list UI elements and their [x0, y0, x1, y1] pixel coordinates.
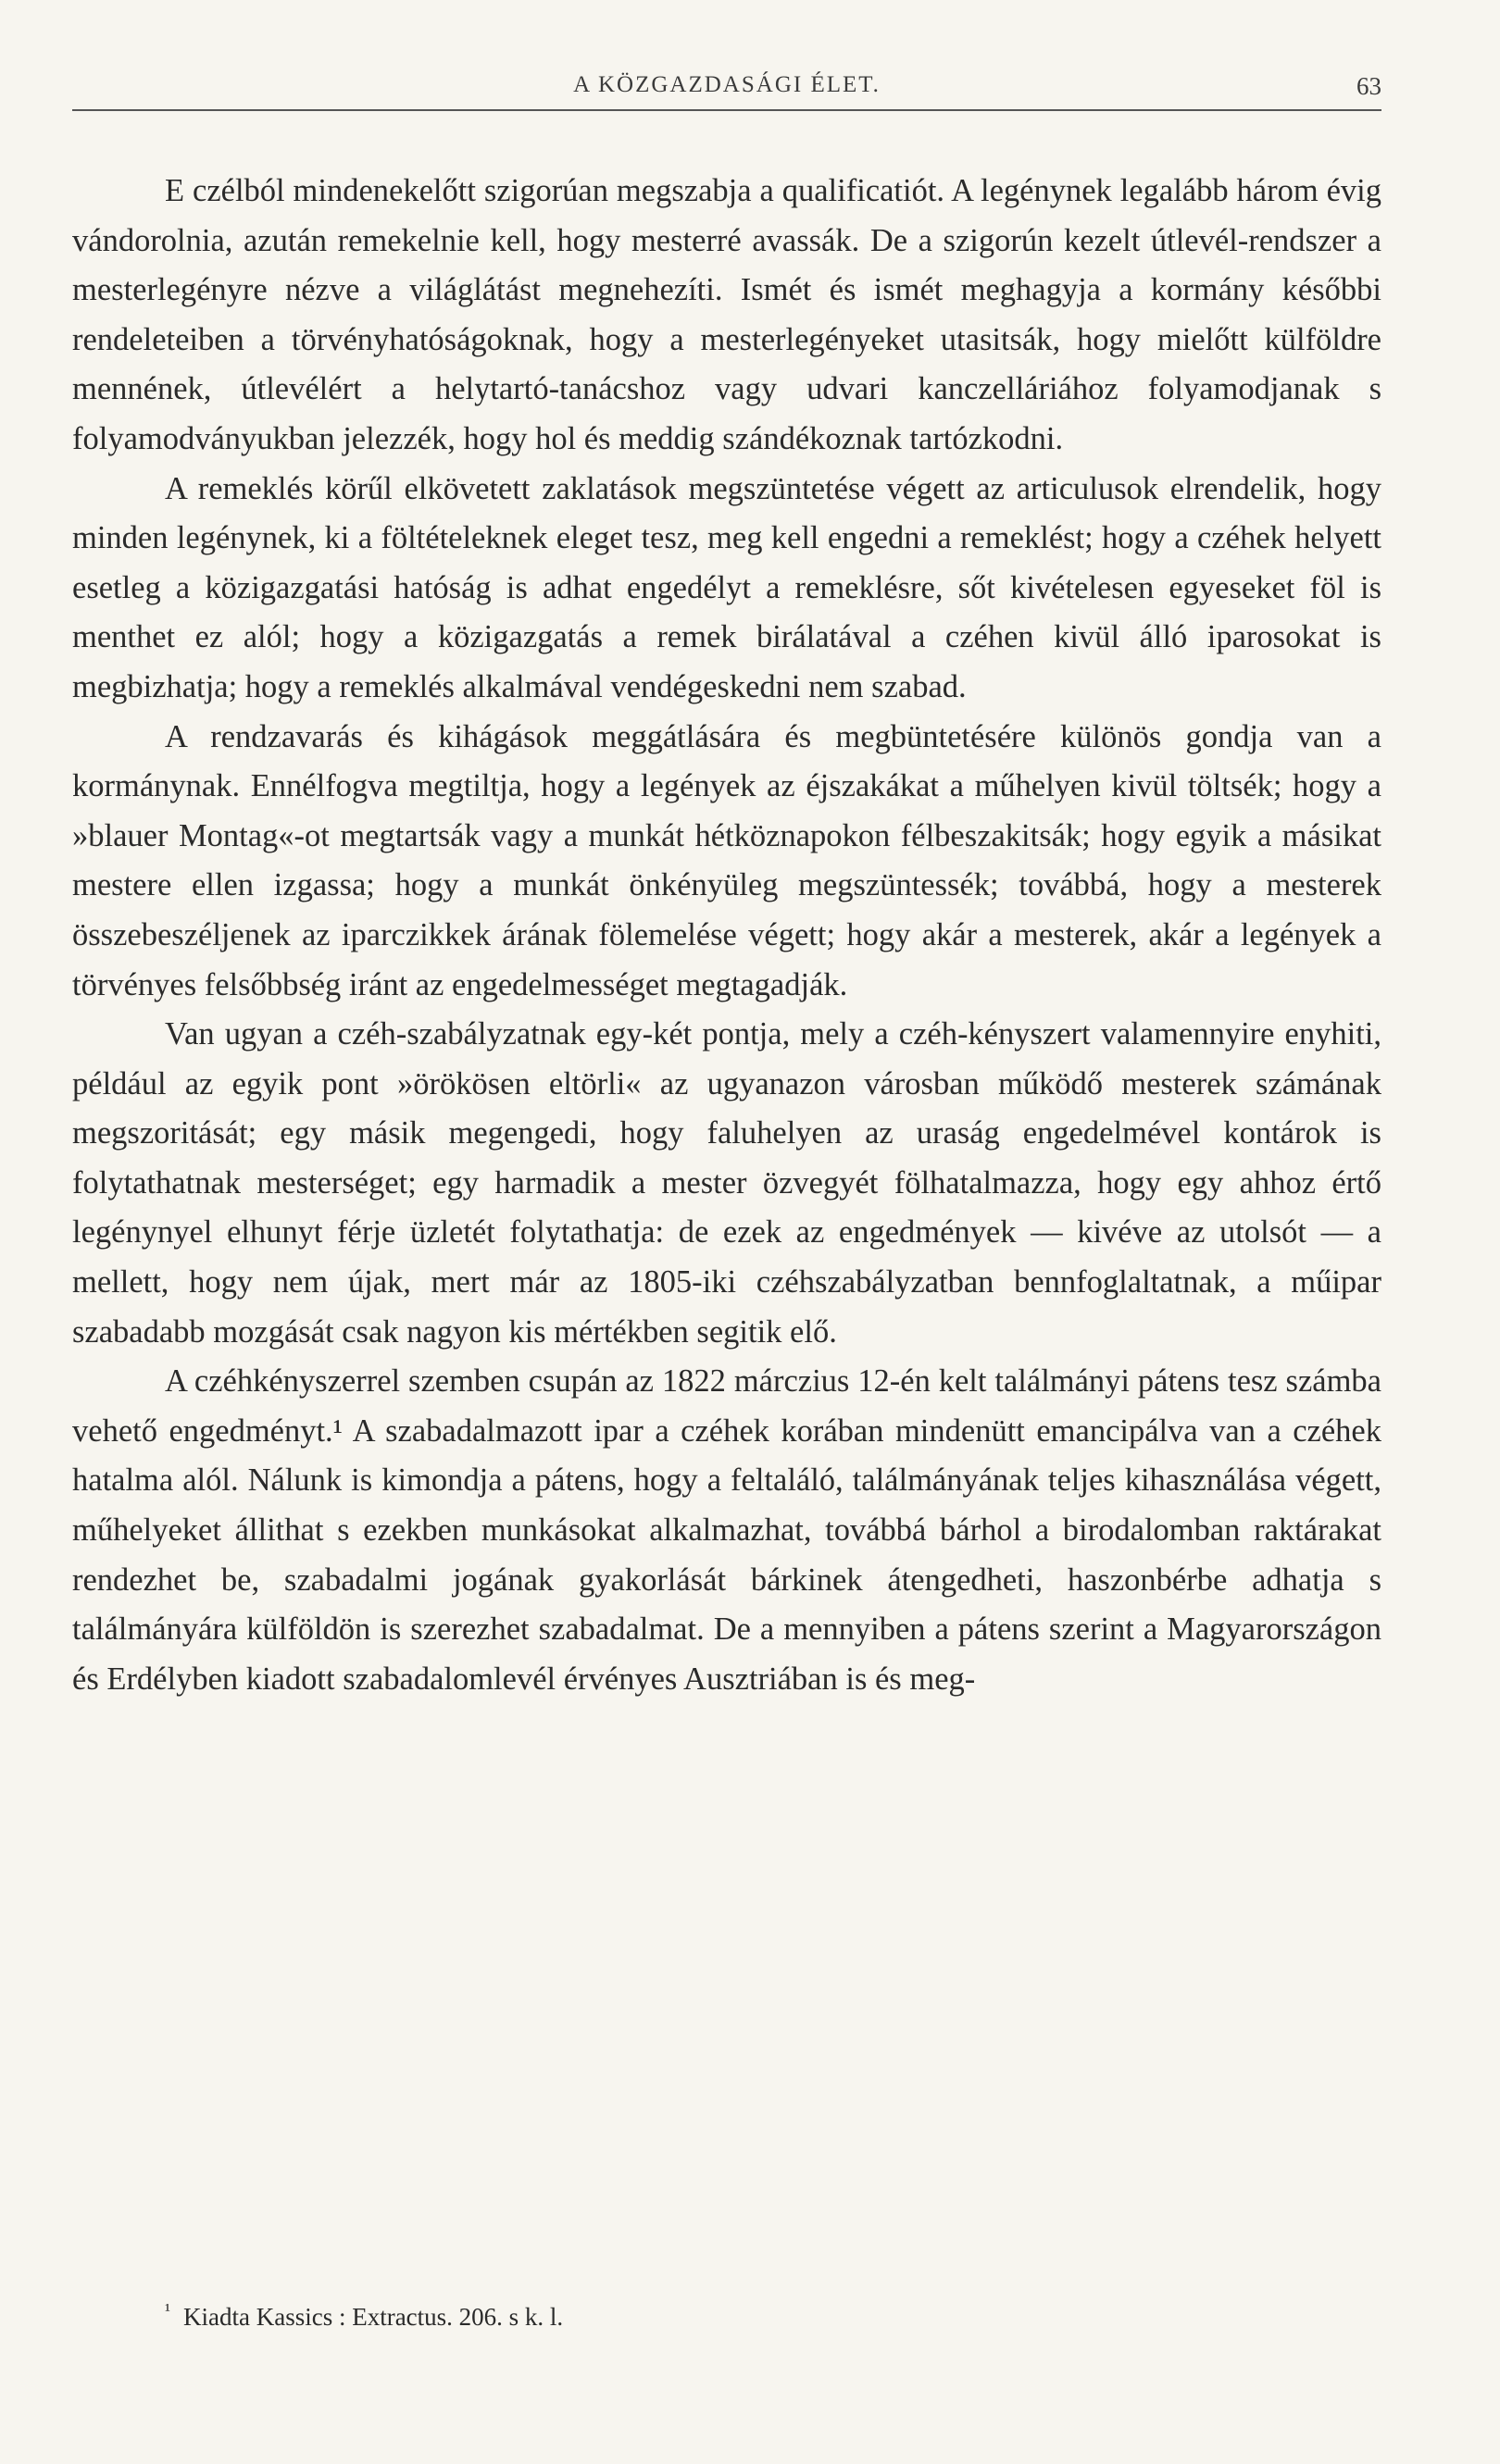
running-head — [72, 72, 1381, 109]
paragraph-3: A rendzavarás és kihágások meggátlására és megbüntetésére különös gondja van a kormánynak. Ennélfogva megtiltja, hogy a legények az éjszakákat a műhelyen kivül töltsék; hogy a »blauer Montag«-ot megtartsák vagy a munkát hétköznapokon félbeszakitsák; hogy egyik a másikat mestere ellen izgassa; hogy a munkát önkényüleg megszüntessék; továbbá, hogy a mesterek összebeszéljenek az iparczikkek árának fölemelése végett; hogy akár a mesterek, akár a legények a törvényes felsőbbség iránt az engedelmességet megtagadják. — [72, 718, 1381, 1002]
footnote-text: Kiadta Kassics : Extractus. 206. s k. l. — [183, 2303, 564, 2331]
footnote-1 — [165, 2298, 1381, 2335]
footnote-mark: ¹ — [165, 2300, 170, 2321]
paragraph-4: Van ugyan a czéh-szabályzatnak egy-két pontja, mely a czéh-kényszert valamennyire enyhiti, például az egyik pont »örökösen eltörli« az ugyanazon városban működő mesterek számának megszoritását; egy másik megengedi, hogy faluhelyen az uraság engedelmével kontárok is folytathatnak mesterséget; egy harmadik a mester özvegyét fölhatalmazza, hogy egy ahhoz értő legénynyel elhunyt férje üzletét folytathatja: de ezek az engedmények — kivéve az utolsót — a mellett, hogy nem újak, mert már az 1805-iki czéhszabályzatban bennfoglaltatnak, a műipar szabadabb mozgását csak nagyon kis mértékben segitik elő. — [72, 1016, 1381, 1350]
paragraph-5: A czéhkényszerrel szemben csupán az 1822 márczius 12-én kelt találmányi pátens tesz számba vehető engedményt.¹ A szabadalmazott ipar a czéhek korában mindenütt emancipálva van a czéhek hatalma alól. Nálunk is kimondja a pátens, hogy a feltaláló, találmányának teljes kihasználása végett, műhelyeket állithat s ezekben munkásokat alkalmazhat, továbbá bárhol a birodalomban raktárakat rendezhet be, szabadalmi jogának gyakorlását bárkinek átengedheti, haszonbérbe adhatja s találmányára külföldön is szerezhet szabadalmat. De a mennyiben a pátens szerint a Magyarországon és Erdélyben kiadott szabadalomlevél érvényes Ausztriában is és meg- — [72, 1363, 1381, 1697]
footnotes — [165, 2298, 1381, 2335]
page-number: 63 — [1356, 72, 1381, 100]
running-title: A KÖZGAZDASÁGI ÉLET. — [573, 72, 881, 97]
paragraph-1: E czélból mindenekelőtt szigorúan megszabja a qualificatiót. A legénynek legalább három évig vándorolnia, azután remekelnie kell, hogy mesterré avassák. De a szigorún kezelt útlevél-rendszer a mesterlegényre nézve a világlátást megnehezíti. Ismét és ismét meghagyja a kormány későbbi rendeleteiben a törvényhatóságoknak, hogy a mesterlegényeket utasitsák, hogy mielőtt külföldre mennének, útlevélért a helytartó-tanácshoz vagy udvari kanczelláriához folyamodjanak s folyamodványukban jelezzék, hogy hol és meddig szándékoznak tartózkodni. — [72, 173, 1381, 456]
body-text — [72, 167, 1381, 1704]
book-page — [72, 0, 1381, 2464]
paragraph-2: A remeklés körűl elkövetett zaklatások megszüntetése végett az articulusok elrendelik, hogy minden legénynek, ki a föltételeknek eleget tesz, meg kell engedni a remeklést; hogy a czéhek helyett esetleg a közigazgatási hatóság is adhat engedélyt a remeklésre, sőt kivételesen egyeseket föl is menthet ez alól; hogy a közigazgatás a remek birálatával a czéhen kivül álló iparosokat is megbizhatja; hogy a remeklés alkalmával vendégeskedni nem szabad. — [72, 470, 1381, 704]
header-rule — [72, 109, 1381, 111]
